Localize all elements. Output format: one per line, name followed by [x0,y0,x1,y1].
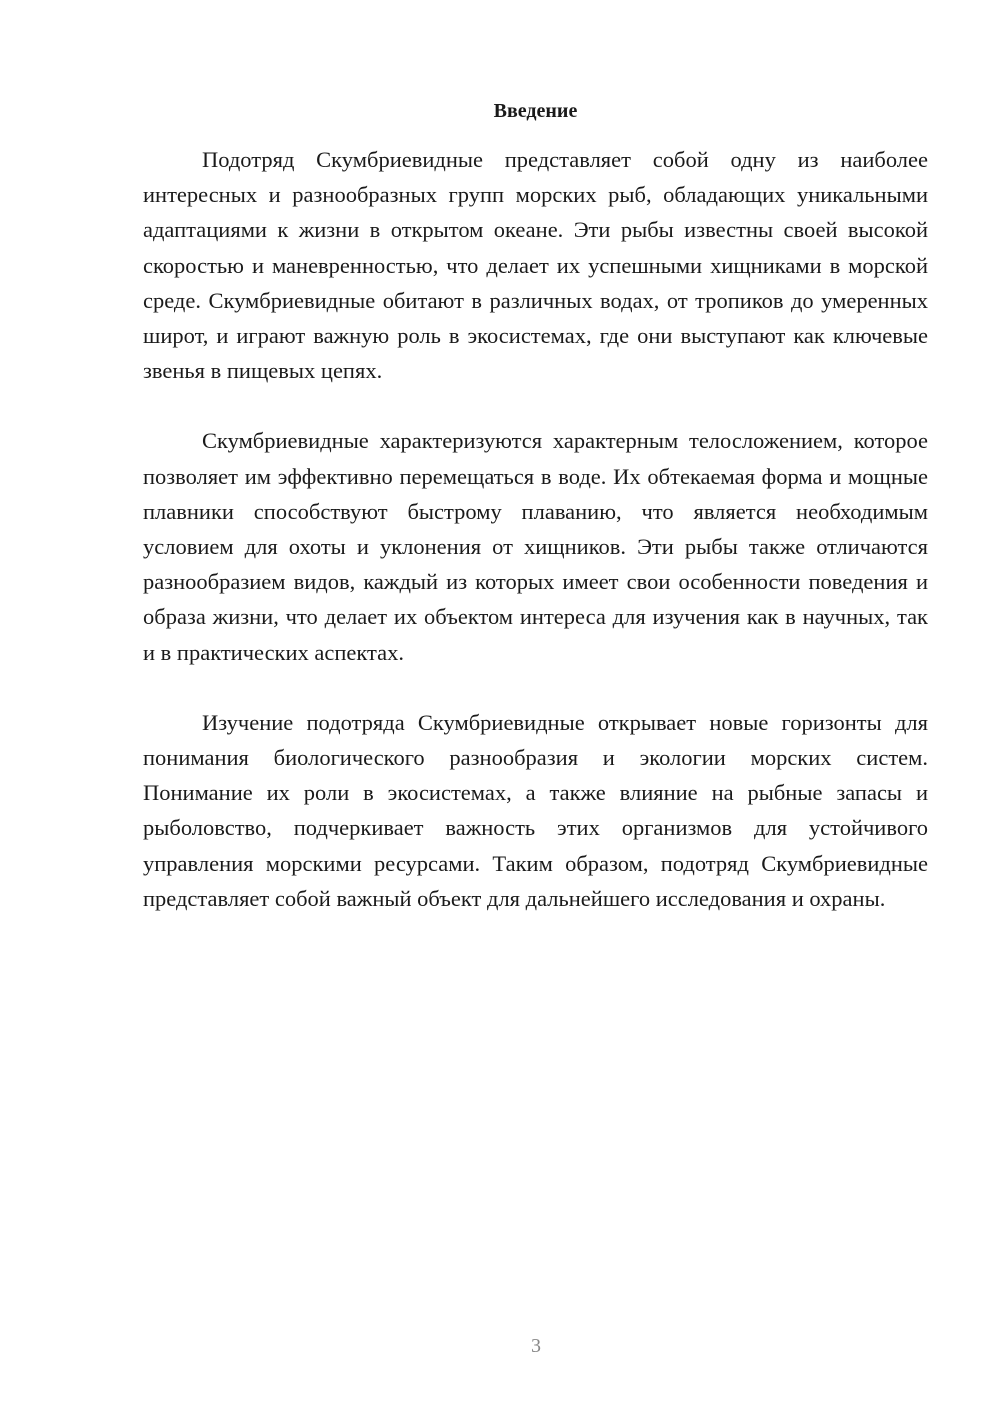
paragraph: Подотряд Скумбриевидные представляет собой одну из наиболее интересных и разнообразных групп морских рыб, обладающих уникальными адаптациями к жизни в открытом океане. Эти рыбы известны своей высокой скоростью и маневренностью, что делает их успешными хищниками в морской среде. Скумбриевидные обитают в различных водах, от тропиков до умеренных широт, и играют важную роль в экосистемах, где они выступают как ключевые звенья в пищевых цепях. [143,147,928,384]
page-number: 3 [531,1335,541,1357]
section-heading: Введение [493,100,578,122]
paragraph: Изучение подотряда Скумбриевидные открывает новые горизонты для понимания биологического разнообразия и экологии морских систем. Понимание их роли в экосистемах, а также влияние на рыбные запасы и рыболовство, подчеркивает важность этих организмов для устойчивого управления морскими ресурсами. Таким образом, подотряд Скумбриевидные представляет собой важный объект для дальнейшего исследования и охраны. [143,709,928,911]
paragraph: Скумбриевидные характеризуются характерным телосложением, которое позволяет им эффективно перемещаться в воде. Их обтекаемая форма и мощные плавники способствуют быстрому плаванию, что является необходимым условием для охоты и уклонения от хищников. Эти рыбы также отличаются разнообразием видов, каждый из которых имеет свои особенности поведения и образа жизни, что делает их объектом интереса для изучения как в научных, так и в практических аспектах. [143,428,928,665]
body-text [143,142,928,951]
